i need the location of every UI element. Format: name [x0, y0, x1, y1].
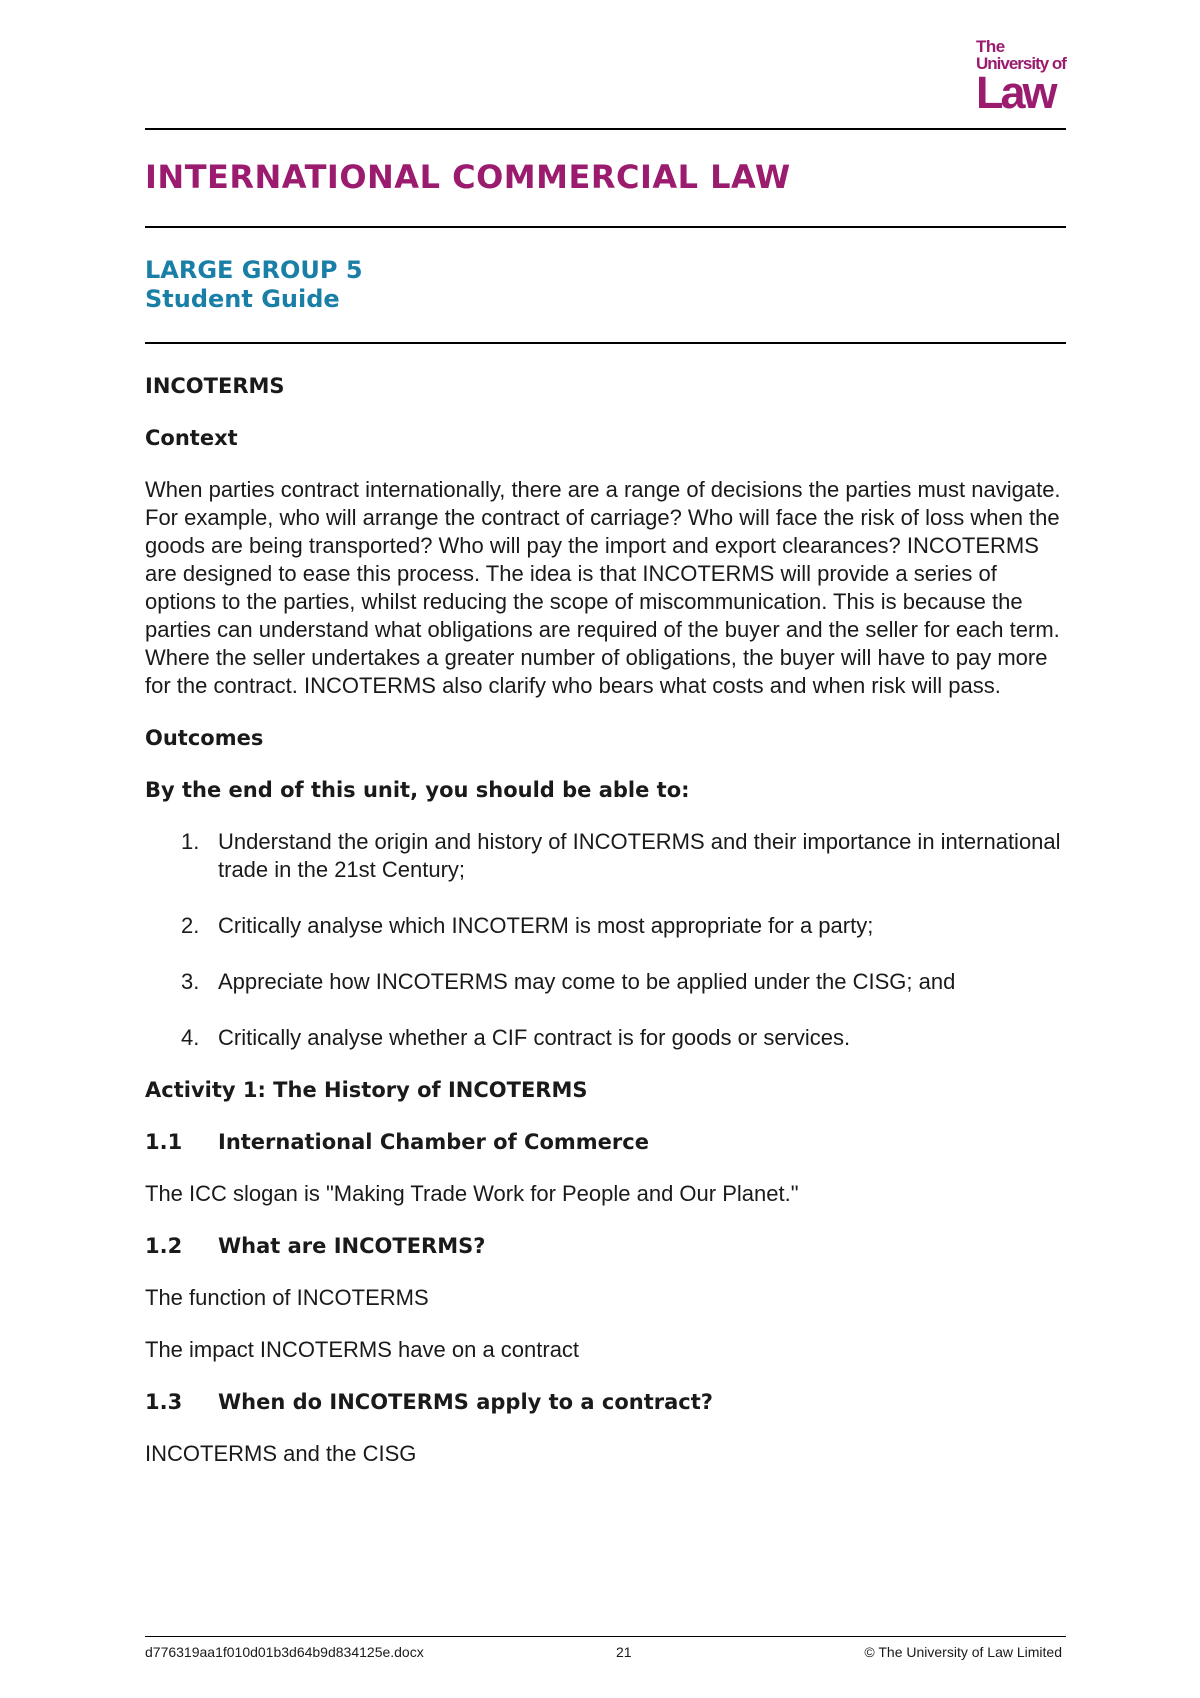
header-rule-bottom — [145, 342, 1066, 344]
outcomes-heading: Outcomes — [145, 726, 264, 750]
footer-copyright: © The University of Law Limited — [864, 1644, 1062, 1660]
footer-page-number: 21 — [616, 1644, 632, 1660]
section-heading — [145, 1232, 1065, 1260]
section-text: The ICC slogan is "Making Trade Work for People and Our Planet." — [145, 1181, 799, 1206]
section-number: 1.1 — [145, 1130, 183, 1154]
university-logo — [976, 38, 1068, 116]
document-body — [145, 372, 1065, 1468]
logo-line-2: University of — [976, 54, 1066, 73]
list-item-text: Critically analyse whether a CIF contract is for goods or services. — [218, 1025, 851, 1050]
context-heading: Context — [145, 426, 238, 450]
section-number: 1.3 — [145, 1390, 183, 1414]
context-paragraph: When parties contract internationally, there are a range of decisions the parties must navigate. For example, who will arrange the contract of carriage? Who will face the risk of loss when the goods are being transported? Who will pay the import and export clearances? INCOTERMS are designed to ease this process. The idea is that INCOTERMS will provide a series of options to the parties, whilst reducing the scope of miscommunication. This is because the parties can understand what obligations are required of the buyer and the seller for each term. Where the seller undertakes a greater number of obligations, the buyer will have to pay more for the contract. INCOTERMS also clarify who bears what costs and when risk will pass. — [145, 477, 1061, 698]
list-item-text: Understand the origin and history of INCOTERMS and their importance in international trade in the 21st Century; — [218, 829, 1061, 882]
footer-rule — [145, 1636, 1066, 1637]
list-item-number: 2. — [181, 913, 200, 938]
section-text: INCOTERMS and the CISG — [145, 1441, 417, 1466]
list-item — [145, 1024, 1065, 1052]
list-item-number: 3. — [181, 969, 200, 994]
footer-doc-id: d776319aa1f010d01b3d64b9d834125e.docx — [145, 1644, 424, 1660]
section-title: What are INCOTERMS? — [218, 1234, 486, 1258]
list-item — [145, 828, 1065, 884]
section-text: The function of INCOTERMS — [145, 1285, 429, 1310]
document-subtitle — [145, 256, 363, 314]
outcomes-list — [145, 828, 1065, 1052]
section-title: International Chamber of Commerce — [218, 1130, 649, 1154]
list-item-text: Appreciate how INCOTERMS may come to be applied under the CISG; and — [218, 969, 956, 994]
logo-line-3: Law — [976, 67, 1055, 118]
document-title: INTERNATIONAL COMMERCIAL LAW — [145, 158, 791, 196]
topic-heading: INCOTERMS — [145, 374, 285, 398]
section-heading — [145, 1128, 1065, 1156]
list-item — [145, 912, 1065, 940]
list-item — [145, 968, 1065, 996]
header-rule-middle — [145, 226, 1066, 228]
subtitle-guide: Student Guide — [145, 285, 340, 313]
list-item-text: Critically analyse which INCOTERM is most appropriate for a party; — [218, 913, 874, 938]
list-item-number: 1. — [181, 829, 200, 854]
list-item-number: 4. — [181, 1025, 200, 1050]
outcomes-intro: By the end of this unit, you should be able to: — [145, 778, 690, 802]
header-rule-top — [145, 128, 1066, 130]
logo-line-1: The — [976, 37, 1005, 56]
section-text: The impact INCOTERMS have on a contract — [145, 1337, 580, 1362]
section-heading — [145, 1388, 1065, 1416]
activity-heading: Activity 1: The History of INCOTERMS — [145, 1078, 588, 1102]
section-title: When do INCOTERMS apply to a contract? — [218, 1390, 713, 1414]
section-number: 1.2 — [145, 1234, 183, 1258]
subtitle-group: LARGE GROUP 5 — [145, 256, 363, 284]
